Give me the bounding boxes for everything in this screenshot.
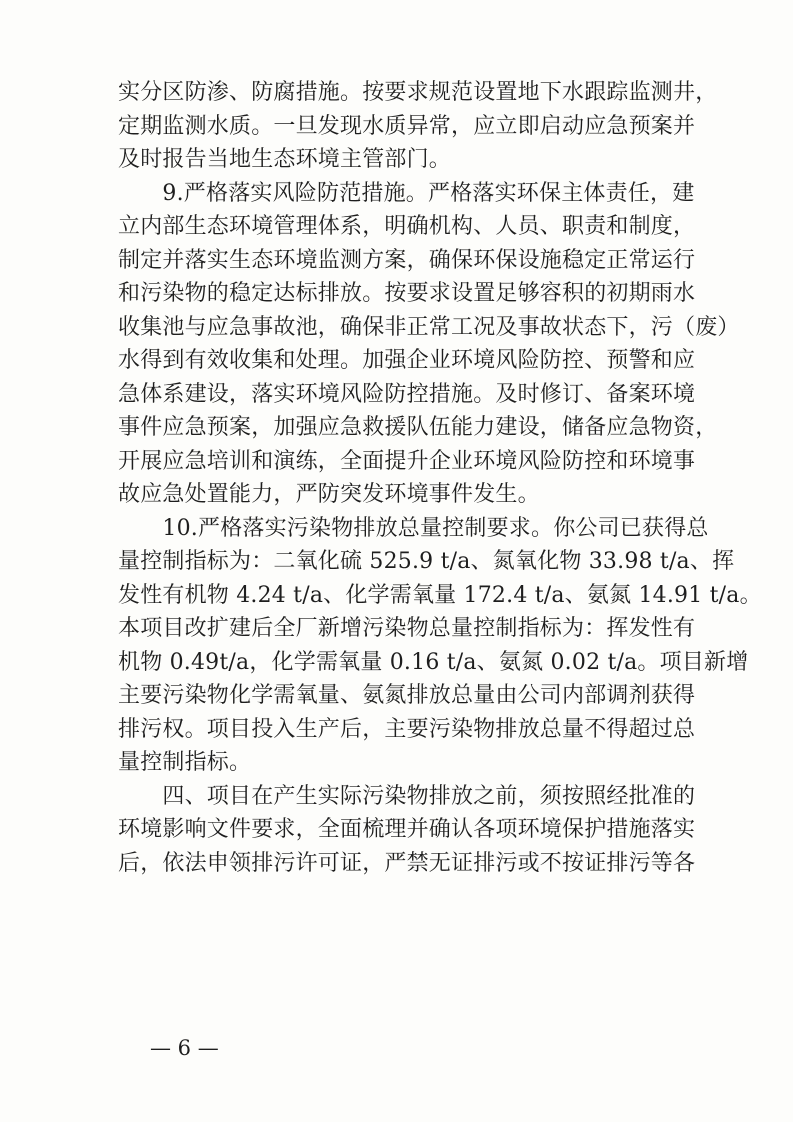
paragraph: [118, 512, 762, 780]
paragraph: [118, 76, 718, 177]
text-line: 水得到有效收集和处理。加强企业环境风险防控、预警和应: [118, 348, 696, 373]
paragraph: [118, 177, 740, 512]
text-line: 环境影响文件要求，全面梳理并确认各项环境保护措施落实: [118, 817, 696, 842]
text-line: 9.严格落实风险防范措施。严格落实环保主体责任，建: [118, 180, 695, 206]
text-line: 排污权。项目投入生产后，主要污染物排放总量不得超过总: [118, 716, 696, 742]
text-line: 定期监测水质。一旦发现水质异常，应立即启动应急预案并: [118, 113, 696, 139]
text-line: 机物 0.49t/a，化学需氧量 0.16 t/a、氨氮 0.02 t/a。项目新增: [118, 649, 749, 675]
text-line: 收集池与应急事故池，确保非正常工况及事故状态下，污（废）: [118, 314, 740, 340]
text-line: 事件应急预案，加强应急救援队伍能力建设，储备应急物资，: [118, 415, 718, 440]
text-line: 主要污染物化学需氧量、氨氮排放总量由公司内部调剂获得: [118, 683, 696, 708]
text-line: 量控制指标为：二氧化硫 525.9 t/a、氮氧化物 33.98 t/a、挥: [118, 549, 735, 574]
text-line: 故应急处置能力，严防突发环境事件发生。: [118, 482, 540, 507]
text-line: 10.严格落实污染物排放总量控制要求。你公司已获得总: [118, 515, 709, 541]
text-line: 四、项目在产生实际污染物排放之前，须按照经批准的: [118, 783, 696, 809]
page-number: — 6 —: [150, 1036, 219, 1060]
text-line: 开展应急培训和演练，全面提升企业环境风险防控和环境事: [118, 448, 696, 474]
document-body: [118, 76, 762, 880]
text-line: 急体系建设，落实环境风险防控措施。及时修订、备案环境: [118, 381, 696, 407]
text-line: 本项目改扩建后全厂新增污染物总量控制指标为：挥发性有: [118, 616, 696, 641]
text-line: 后，依法申领排污许可证，严禁无证排污或不按证排污等各: [118, 850, 696, 876]
text-line: 制定并落实生态环境监测方案，确保环保设施稳定正常运行: [118, 247, 696, 273]
text-line: 和污染物的稳定达标排放。按要求设置足够容积的初期雨水: [118, 281, 696, 306]
text-line: 发性有机物 4.24 t/a、化学需氧量 172.4 t/a、氨氮 14.91 t/a。: [118, 582, 762, 608]
text-line: 立内部生态环境管理体系，明确机构、人员、职责和制度，: [118, 214, 696, 239]
text-line: 实分区防渗、防腐措施。按要求规范设置地下水跟踪监测井，: [118, 80, 718, 105]
paragraph: [118, 780, 696, 881]
text-line: 量控制指标。: [118, 750, 252, 775]
text-line: 及时报告当地生态环境主管部门。: [118, 147, 452, 172]
